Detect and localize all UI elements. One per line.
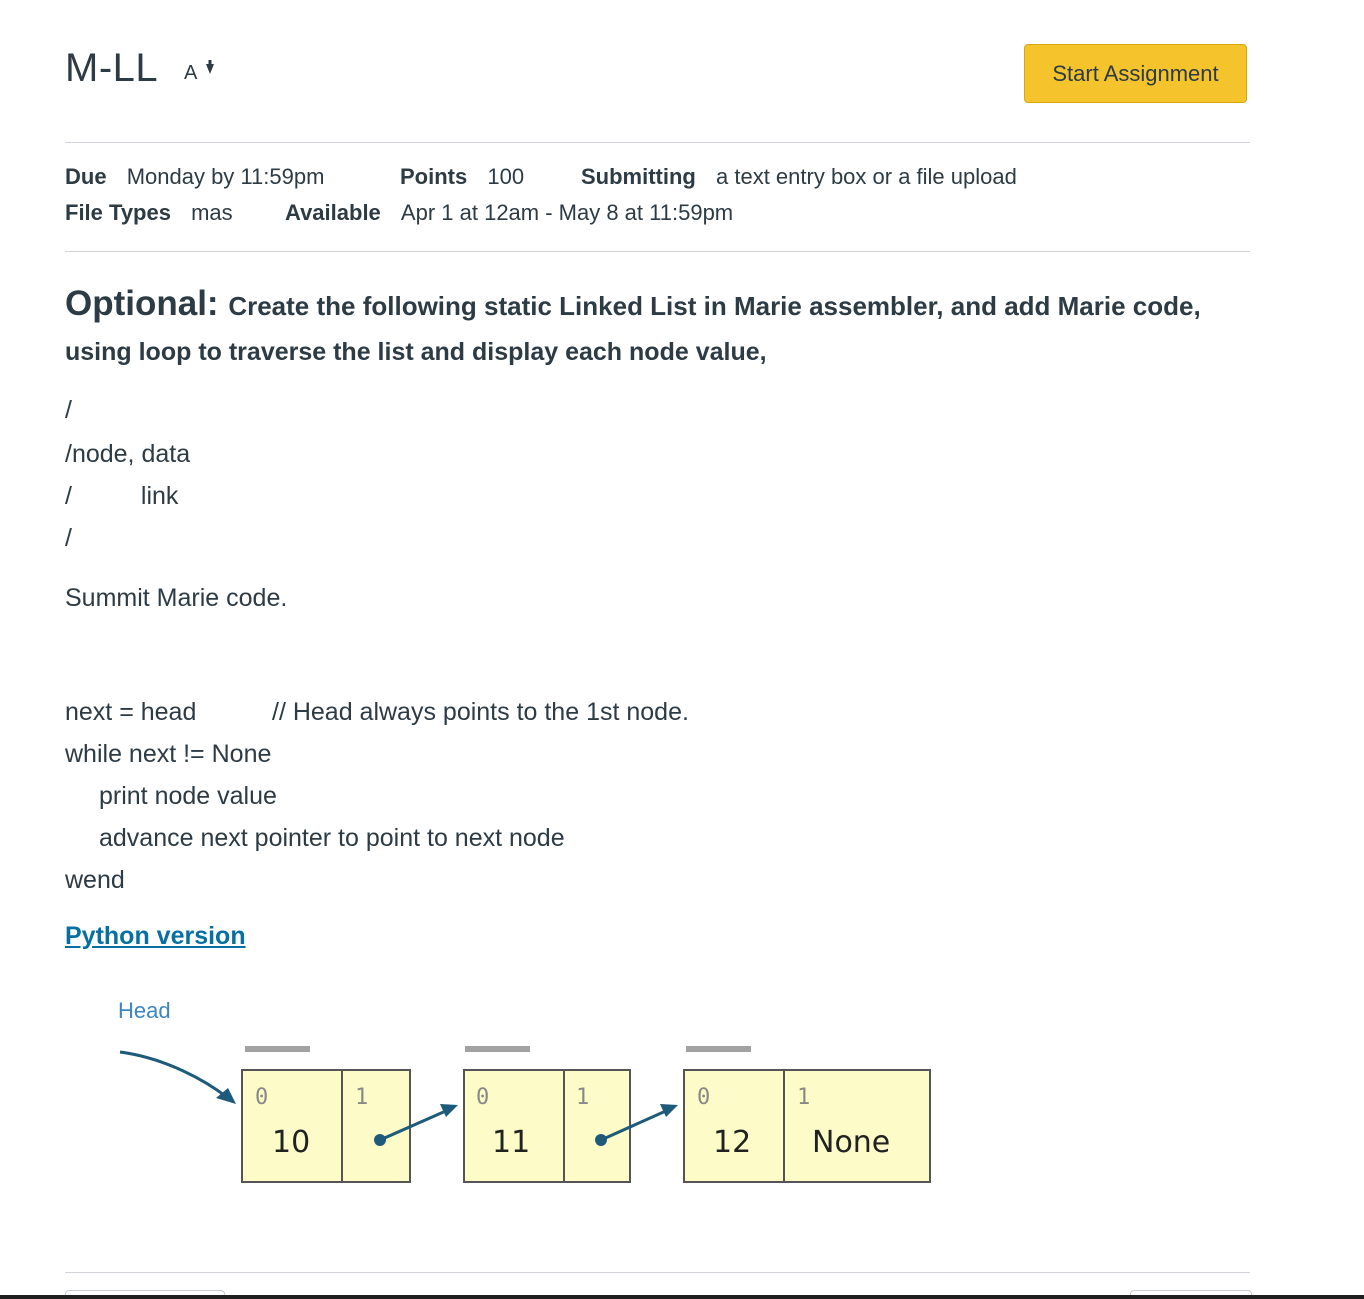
- code-line-3-link: link: [140, 482, 179, 510]
- node-3: [684, 1070, 930, 1182]
- due-value: Monday by 11:59pm: [126, 164, 325, 189]
- due-label: Due: [65, 164, 107, 189]
- node-1-index-0: 0: [255, 1085, 269, 1110]
- ai-translate-icon[interactable]: [184, 58, 218, 84]
- head-label: Head: [118, 998, 171, 1023]
- python-version-link[interactable]: Python version: [65, 922, 246, 950]
- code-line-1: /: [65, 396, 72, 424]
- description-line1: Create the following static Linked List in Marie assembler, and add Marie code,: [228, 291, 1201, 321]
- pseudo-line-5: wend: [65, 866, 125, 894]
- head-arrow: [120, 1052, 228, 1098]
- code-line-2: /node, data: [65, 440, 191, 468]
- node-1-index-1: 1: [355, 1085, 369, 1110]
- page-title: M-LL: [65, 46, 159, 90]
- due-detail: [65, 164, 324, 190]
- submitting-label: Submitting: [581, 164, 696, 189]
- pseudo-line-1-comment: // Head always points to the 1st node.: [272, 698, 689, 726]
- summit-text: Summit Marie code.: [65, 584, 288, 612]
- available-label: Available: [285, 200, 381, 225]
- code-line-4: /: [65, 524, 72, 552]
- node-1-pointer-tip: [440, 1104, 458, 1117]
- pseudo-line-1: [65, 698, 689, 727]
- filetypes-label: File Types: [65, 200, 171, 225]
- node-2: [464, 1070, 678, 1182]
- node-2-pointer-tip: [660, 1104, 678, 1117]
- code-line-3-slash: /: [65, 482, 72, 510]
- node-2-value: 11: [492, 1125, 531, 1160]
- node-3-index-1: 1: [797, 1085, 811, 1110]
- pseudo-line-3: print node value: [99, 782, 277, 810]
- svg-text:A: A: [184, 62, 198, 84]
- description-heading: [65, 284, 1201, 324]
- tuple-label-clipped-3: [686, 1046, 751, 1052]
- pseudo-line-4: advance next pointer to point to next node: [99, 824, 565, 852]
- divider-middle: [65, 251, 1250, 252]
- node-2-index-0: 0: [476, 1085, 490, 1110]
- divider-bottom: [65, 1272, 1250, 1273]
- filetypes-value: mas: [191, 200, 233, 225]
- filetypes-detail: [65, 200, 233, 226]
- node-2-index-1: 1: [576, 1085, 590, 1110]
- pseudo-line-1-code: next = head: [65, 698, 197, 726]
- available-detail: [285, 200, 733, 226]
- node-3-value: 12: [713, 1125, 752, 1160]
- submitting-value: a text entry box or a file upload: [716, 164, 1017, 189]
- node-1: [242, 1070, 458, 1182]
- tuple-label-clipped-2: [465, 1046, 530, 1052]
- start-assignment-button[interactable]: Start Assignment: [1024, 44, 1247, 103]
- optional-label: Optional:: [65, 284, 219, 323]
- submitting-detail: [581, 164, 1017, 190]
- available-value: Apr 1 at 12am - May 8 at 11:59pm: [400, 200, 734, 225]
- node-3-index-0: 0: [697, 1085, 711, 1110]
- points-label: Points: [400, 164, 468, 189]
- divider-top: [65, 142, 1250, 143]
- tuple-label-clipped-1: [245, 1046, 310, 1052]
- node-3-link-value: None: [812, 1125, 891, 1160]
- points-value: 100: [487, 164, 525, 189]
- description-line2: using loop to traverse the list and display each node value,: [65, 338, 767, 366]
- window-bottom-edge: [0, 1295, 1364, 1299]
- code-line-3: [65, 482, 178, 511]
- points-detail: [400, 164, 524, 190]
- pseudo-line-2: while next != None: [65, 740, 272, 768]
- linked-list-diagram: [100, 990, 960, 1200]
- node-1-value: 10: [272, 1125, 311, 1160]
